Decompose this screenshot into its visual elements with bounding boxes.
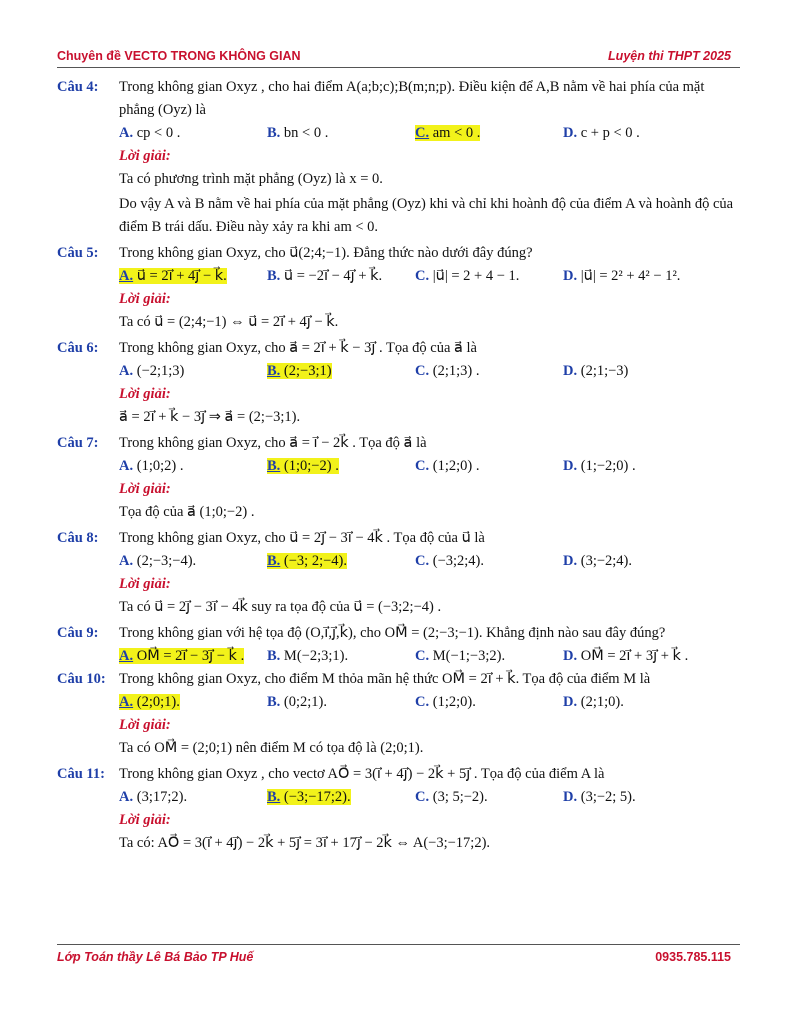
- question-number: Câu 6:: [57, 340, 99, 356]
- option-b[interactable]: B. bn < 0 .: [267, 125, 329, 141]
- solution-line: Do vậy A và B nằm về hai phía của mặt phẳng (Oyz) khi và chỉ khi hoành độ của điểm A và hoành độ của điểm B trái dấu. Điều này xảy ra khi am < 0.: [119, 196, 734, 235]
- option-b-correct[interactable]: B. (2;−3;1): [267, 363, 332, 379]
- option-b-correct[interactable]: B. (−3; 2;−4).: [267, 553, 347, 569]
- option-row: [119, 122, 740, 145]
- option-a[interactable]: A. (3;17;2).: [119, 789, 188, 805]
- page-footer: [57, 948, 735, 968]
- question-4: [57, 76, 740, 239]
- question-6: [57, 337, 740, 429]
- header-course: Luyện thi THPT 2025: [608, 49, 731, 63]
- option-c[interactable]: C. |u⃗| = 2 + 4 − 1.: [415, 268, 520, 284]
- question-list: [57, 76, 740, 855]
- footer-author: Lớp Toán thầy Lê Bá Bảo TP Huế: [57, 950, 254, 964]
- option-d[interactable]: D. (2;1;−3): [563, 363, 629, 379]
- solution-label: Lời giải:: [119, 717, 171, 733]
- question-11: [57, 763, 740, 855]
- option-d[interactable]: D. |u⃗| = 2² + 4² − 1².: [563, 268, 681, 284]
- question-number: Câu 7:: [57, 435, 99, 451]
- footer-divider: [57, 944, 740, 945]
- option-a-correct[interactable]: A. (2;0;1).: [119, 694, 180, 710]
- option-a-correct[interactable]: A. u⃗ = 2i⃗ + 4j⃗ − k⃗.: [119, 268, 227, 284]
- option-c-correct[interactable]: C. am < 0 .: [415, 125, 481, 141]
- question-stem: Trong không gian Oxyz, cho a⃗ = i⃗ − 2k⃗ . Tọa độ a⃗ là: [119, 435, 427, 451]
- question-7: [57, 432, 740, 524]
- solution-line: Ta có u⃗ = 2j⃗ − 3i⃗ − 4k⃗ suy ra tọa độ của u⃗ = (−3;2;−4) .: [119, 599, 442, 615]
- footer-phone: 0935.785.115: [655, 950, 731, 964]
- page-header: [57, 47, 735, 67]
- question-number: Câu 5:: [57, 245, 99, 261]
- question-stem: Trong không gian với hệ tọa độ (O,i⃗,j⃗,k⃗), cho OM⃗ = (2;−3;−1). Khẳng định nào sau đây đúng?: [119, 625, 666, 641]
- option-b-correct[interactable]: B. (1;0;−2) .: [267, 458, 339, 474]
- option-c[interactable]: C. (2;1;3) .: [415, 363, 480, 379]
- solution-label: Lời giải:: [119, 386, 171, 402]
- question-stem: Trong không gian Oxyz, cho a⃗ = 2i⃗ + k⃗ − 3j⃗ . Tọa độ của a⃗ là: [119, 340, 477, 356]
- solution-line: Ta có: AO⃗ = 3(i⃗ + 4j⃗) − 2k⃗ + 5j⃗ = 3i⃗ + 17j⃗ − 2k⃗ ⇔ A(−3;−17;2).: [119, 835, 491, 851]
- question-number: Câu 4:: [57, 79, 99, 95]
- solution-label: Lời giải:: [119, 481, 171, 497]
- solution-label: Lời giải:: [119, 148, 171, 164]
- solution-label: Lời giải:: [119, 812, 171, 828]
- option-b-correct[interactable]: B. (−3;−17;2).: [267, 789, 351, 805]
- option-c[interactable]: C. (3; 5;−2).: [415, 789, 488, 805]
- option-d[interactable]: D. (1;−2;0) .: [563, 458, 636, 474]
- option-d[interactable]: D. (3;−2;4).: [563, 553, 633, 569]
- option-a[interactable]: A. (1;0;2) .: [119, 458, 184, 474]
- solution-line: a⃗ = 2i⃗ + k⃗ − 3j⃗ ⇒ a⃗ = (2;−3;1).: [119, 409, 301, 425]
- option-a[interactable]: A. (2;−3;−4).: [119, 553, 197, 569]
- solution-line: Ta có phương trình mặt phẳng (Oyz) là x = 0.: [119, 171, 383, 187]
- solution-line: Tọa độ của a⃗ (1;0;−2) .: [119, 504, 255, 520]
- question-number: Câu 8:: [57, 530, 99, 546]
- question-stem: Trong không gian Oxyz, cho điểm M thỏa mãn hệ thức OM⃗ = 2i⃗ + k⃗. Tọa độ của điểm M là: [119, 671, 651, 687]
- solution-label: Lời giải:: [119, 576, 171, 592]
- option-row: [119, 645, 740, 668]
- option-d[interactable]: D. c + p < 0 .: [563, 125, 640, 141]
- option-c[interactable]: C. (1;2;0).: [415, 694, 476, 710]
- solution-line: Ta có OM⃗ = (2;0;1) nên điểm M có tọa độ là (2;0;1).: [119, 740, 424, 756]
- option-b[interactable]: B. (0;2;1).: [267, 694, 328, 710]
- option-row: [119, 265, 740, 288]
- option-d[interactable]: D. OM⃗ = 2i⃗ + 3j⃗ + k⃗ .: [563, 648, 689, 664]
- option-row: [119, 455, 740, 478]
- solution-line: Ta có u⃗ = (2;4;−1) ⇔ u⃗ = 2i⃗ + 4j⃗ − k⃗.: [119, 314, 339, 330]
- option-a-correct[interactable]: A. OM⃗ = 2i⃗ − 3j⃗ − k⃗ .: [119, 648, 245, 664]
- question-stem: Trong không gian Oxyz, cho u⃗(2;4;−1). Đẳng thức nào dưới đây đúng?: [119, 245, 533, 261]
- option-row: [119, 550, 740, 573]
- question-number: Câu 10:: [57, 671, 106, 687]
- question-stem: Trong không gian Oxyz, cho u⃗ = 2j⃗ − 3i⃗ − 4k⃗ . Tọa độ của u⃗ là: [119, 530, 485, 546]
- option-a[interactable]: A. (−2;1;3): [119, 363, 185, 379]
- option-row: [119, 360, 740, 383]
- option-b[interactable]: B. M(−2;3;1).: [267, 648, 349, 664]
- question-10: [57, 668, 740, 760]
- question-stem: Trong không gian Oxyz , cho vectơ AO⃗ = 3(i⃗ + 4j⃗) − 2k⃗ + 5j⃗ . Tọa độ của điểm A là: [119, 766, 605, 782]
- question-number: Câu 11:: [57, 766, 105, 782]
- option-row: [119, 691, 740, 714]
- option-row: [119, 786, 740, 809]
- option-d[interactable]: D. (3;−2; 5).: [563, 789, 636, 805]
- option-c[interactable]: C. M(−1;−3;2).: [415, 648, 506, 664]
- option-c[interactable]: C. (−3;2;4).: [415, 553, 485, 569]
- header-topic: Chuyên đề VECTO TRONG KHÔNG GIAN: [57, 49, 301, 63]
- question-5: [57, 242, 740, 334]
- question-stem: Trong không gian Oxyz , cho hai điểm A(a;b;c);B(m;n;p). Điều kiện để A,B nằm về hai phía của mặt phẳng (Oyz) là: [119, 79, 705, 118]
- question-9: [57, 622, 740, 668]
- question-8: [57, 527, 740, 619]
- option-c[interactable]: C. (1;2;0) .: [415, 458, 480, 474]
- option-d[interactable]: D. (2;1;0).: [563, 694, 624, 710]
- option-a[interactable]: A. cp < 0 .: [119, 125, 181, 141]
- option-b[interactable]: B. u⃗ = −2i⃗ − 4j⃗ + k⃗.: [267, 268, 383, 284]
- solution-label: Lời giải:: [119, 291, 171, 307]
- header-divider: [57, 67, 740, 68]
- question-number: Câu 9:: [57, 625, 99, 641]
